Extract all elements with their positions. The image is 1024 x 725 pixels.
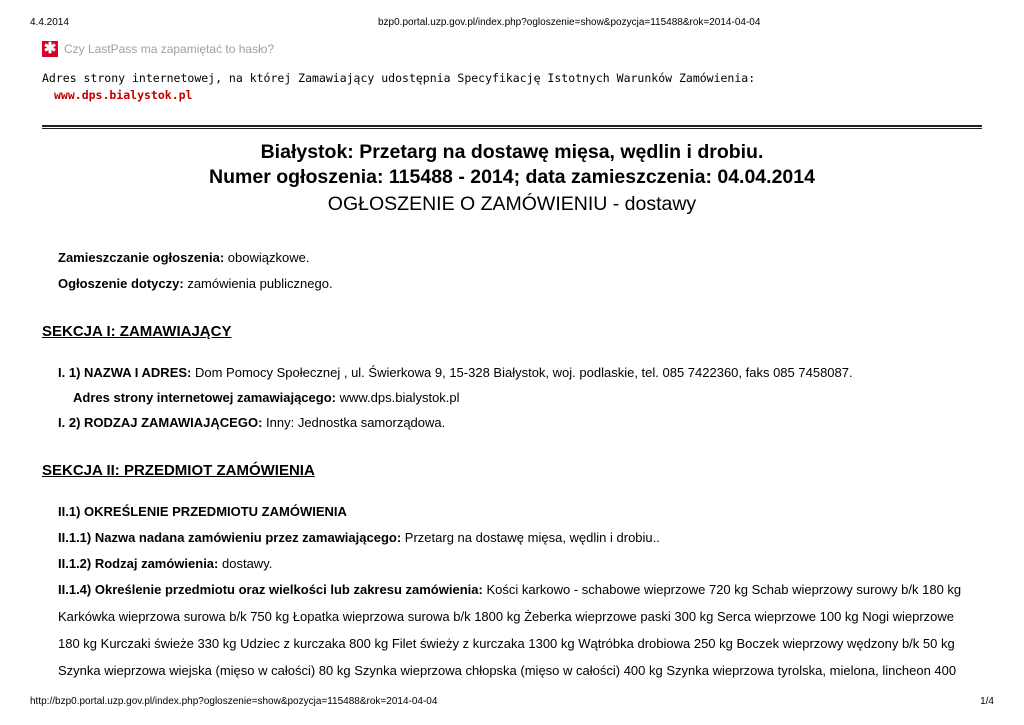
order-name xyxy=(58,530,660,545)
lastpass-prompt[interactable] xyxy=(42,41,274,57)
section-1-heading: SEKCJA I: ZAMAWIAJĄCY xyxy=(42,323,232,340)
meta-value: obowiązkowe. xyxy=(227,250,310,265)
order-scope xyxy=(58,576,970,684)
meta-label: Zamieszczanie ogłoszenia: xyxy=(58,250,225,265)
print-url: bzp0.portal.uzp.gov.pl/index.php?ogloszenie=show&pozycja=115488&rok=2014-04-04 xyxy=(378,17,761,28)
page-title: Białystok: Przetarg na dostawę mięsa, wędlin i drobiu. xyxy=(260,141,764,163)
meta-placement xyxy=(58,250,309,265)
meta-value: zamówienia publicznego. xyxy=(187,276,333,291)
notice-number: Numer ogłoszenia: 115488 - 2014; data zamieszczenia: 04.04.2014 xyxy=(209,166,815,188)
field-value: Dom Pomocy Społecznej , ul. Świerkowa 9, 15-328 Białystok, woj. podlaskie, tel. 085 7422360, faks 085 7458087. xyxy=(195,365,853,380)
field-label: Adres strony internetowej zamawiającego: xyxy=(73,390,336,405)
lastpass-prompt-text[interactable]: Czy LastPass ma zapamiętać to hasło? xyxy=(64,42,275,56)
field-label: II.1.2) Rodzaj zamówienia: xyxy=(58,556,219,571)
field-label: II.1.1) Nazwa nadana zamówieniu przez zamawiającego: xyxy=(58,530,402,545)
field-label: II.1) OKREŚLENIE PRZEDMIOTU ZAMÓWIENIA xyxy=(58,504,347,519)
contracting-type xyxy=(58,415,445,430)
lastpass-asterisk-icon: ✱ xyxy=(43,40,57,57)
contracting-name-address xyxy=(58,365,853,380)
print-footer xyxy=(30,696,994,710)
contracting-website xyxy=(73,390,460,405)
field-label: I. 2) RODZAJ ZAMAWIAJĄCEGO: xyxy=(58,415,263,430)
field-value: Kości karkowo - schabowe wieprzowe 720 kg Schab wieprzowy surowy b/k 180 kg Karkówka wieprzowa surowa b/k 750 kg Łopatka wieprzowa surowa b/k 1800 kg Żeberka wieprzowe paski 300 kg Serca wieprzowe 100 kg Nogi wieprzowe 180 kg Kurczaki świeże 330 kg Udziec z kurczaka 800 kg Filet świeży z kurczaka 1300 kg Wątróbka drobiowa 250 kg Boczek wieprzowy wędzony b/k 50 kg Szynka wieprzowa wiejska (mięso w całości) 80 kg Szynka wieprzowa chłopska (mięso w całości) 400 kg Szynka wieprzowa tyrolska, mielona, lincheon 400 xyxy=(58,582,962,678)
meta-concerns xyxy=(58,276,333,291)
horizontal-divider xyxy=(42,125,982,129)
page-number: 1/4 xyxy=(980,696,994,707)
print-date: 4.4.2014 xyxy=(30,17,69,28)
field-value: Inny: Jednostka samorządowa. xyxy=(266,415,446,430)
order-kind xyxy=(58,556,272,571)
siwz-url-link[interactable]: www.dps.bialystok.pl xyxy=(54,88,193,102)
field-value: Przetarg na dostawę mięsa, wędlin i drobiu.. xyxy=(404,530,660,545)
print-footer-url: http://bzp0.portal.uzp.gov.pl/index.php?ogloszenie=show&pozycja=115488&rok=2014-04-04 xyxy=(30,696,438,707)
field-value: dostawy. xyxy=(222,556,273,571)
field-value: www.dps.bialystok.pl xyxy=(339,390,460,405)
section-2-heading: SEKCJA II: PRZEDMIOT ZAMÓWIENIA xyxy=(42,462,315,479)
subject-definition-heading xyxy=(58,504,347,519)
field-label: II.1.4) Określenie przedmiotu oraz wielkości lub zakresu zamówienia: xyxy=(58,582,483,597)
field-label: I. 1) NAZWA I ADRES: xyxy=(58,365,192,380)
print-header xyxy=(30,17,994,31)
siwz-label: Adres strony internetowej, na której Zamawiający udostępnia Specyfikację Istotnych Warunków Zamówienia: xyxy=(42,71,756,85)
meta-label: Ogłoszenie dotyczy: xyxy=(58,276,184,291)
notice-type: OGŁOSZENIE O ZAMÓWIENIU - dostawy xyxy=(327,193,697,215)
